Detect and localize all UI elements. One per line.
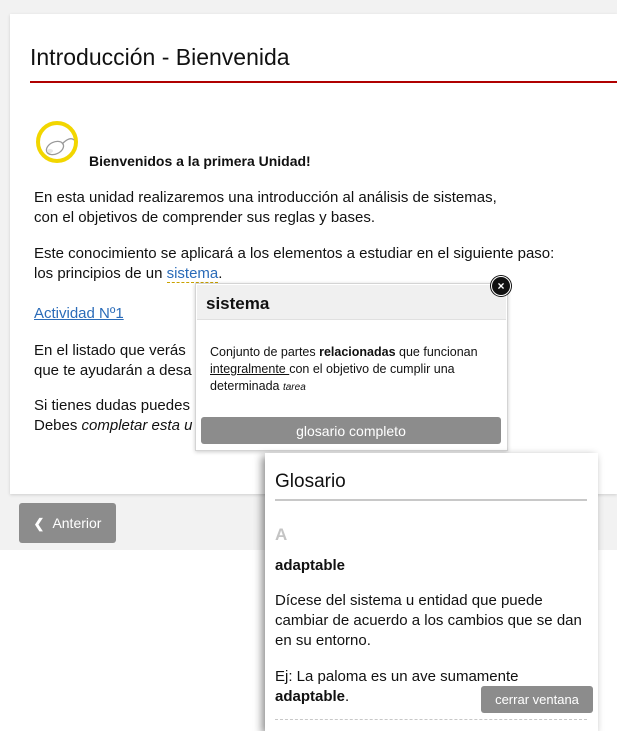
- glossary-example-suffix: .: [345, 688, 350, 705]
- tooltip-def-part-2: que funcionan: [395, 345, 478, 359]
- activity-link[interactable]: Actividad Nº1: [34, 305, 124, 322]
- doubts-paragraph: [34, 396, 192, 436]
- listing-paragraph: [34, 341, 192, 381]
- glossary-panel: [265, 453, 598, 731]
- listing-line-1: En el listado que verás: [34, 342, 186, 359]
- glossary-entry-definition: Dícese del sistema u entidad que puede cambiar de acuerdo a los cambios que se dan en su entorno.: [275, 592, 582, 649]
- knowledge-line-2-prefix: los principios de un: [34, 265, 167, 282]
- glossary-entry-separator: [275, 719, 587, 720]
- tooltip-def-part-1: Conjunto de partes: [210, 345, 320, 359]
- tooltip-def-underline: integralmente: [210, 362, 290, 376]
- knowledge-line-2-suffix: .: [218, 265, 223, 282]
- full-glossary-button[interactable]: glosario completo: [201, 417, 501, 444]
- glossary-divider: [275, 499, 587, 501]
- intro-line-2: con el objetivos de comprender sus reglas y bases.: [34, 209, 376, 226]
- activity-paragraph: [34, 304, 124, 324]
- previous-button[interactable]: [19, 503, 116, 543]
- glossary-term-sistema[interactable]: sistema: [166, 265, 219, 282]
- tooltip-def-part-3: con el objetivo de cumplir una determinada: [210, 362, 455, 393]
- glossary-letter-heading: A: [275, 525, 288, 544]
- doubts-line-2-emphasis: completar esta u: [81, 417, 193, 434]
- doubts-line-2-prefix: Debes: [34, 417, 82, 434]
- close-icon[interactable]: ×: [491, 276, 511, 296]
- glossary-title: Glosario: [275, 471, 346, 492]
- previous-button-label: Anterior: [52, 515, 102, 531]
- tooltip-header: [197, 285, 506, 320]
- mouse-icon: [34, 120, 82, 168]
- page-title: Introducción - Bienvenida: [30, 44, 290, 70]
- listing-line-2: que te ayudarán a desa: [34, 362, 192, 379]
- intro-paragraph: [34, 188, 497, 228]
- knowledge-line-1: Este conocimiento se aplicará a los elementos a estudiar en el siguiente paso:: [34, 245, 555, 262]
- tooltip-term: sistema: [206, 294, 270, 313]
- tooltip-definition: [210, 344, 504, 396]
- knowledge-paragraph: [34, 244, 554, 284]
- tooltip-def-small: tarea: [282, 382, 306, 393]
- welcome-heading: Bienvenidos a la primera Unidad!: [89, 153, 311, 169]
- tooltip-def-bold: relacionadas: [319, 345, 396, 359]
- title-divider: [30, 81, 617, 83]
- glossary-entry-word: adaptable: [275, 557, 346, 574]
- intro-line-1: En esta unidad realizaremos una introducción al análisis de sistemas,: [34, 189, 497, 206]
- glossary-tooltip: [195, 283, 508, 451]
- chevron-left-icon: ❮: [33, 515, 45, 531]
- close-window-button[interactable]: cerrar ventana: [481, 686, 593, 713]
- glossary-example-prefix: Ej: La paloma es un ave sumamente: [275, 668, 519, 685]
- doubts-line-1: Si tienes dudas puedes: [34, 397, 190, 414]
- glossary-example-bold: adaptable: [275, 688, 346, 705]
